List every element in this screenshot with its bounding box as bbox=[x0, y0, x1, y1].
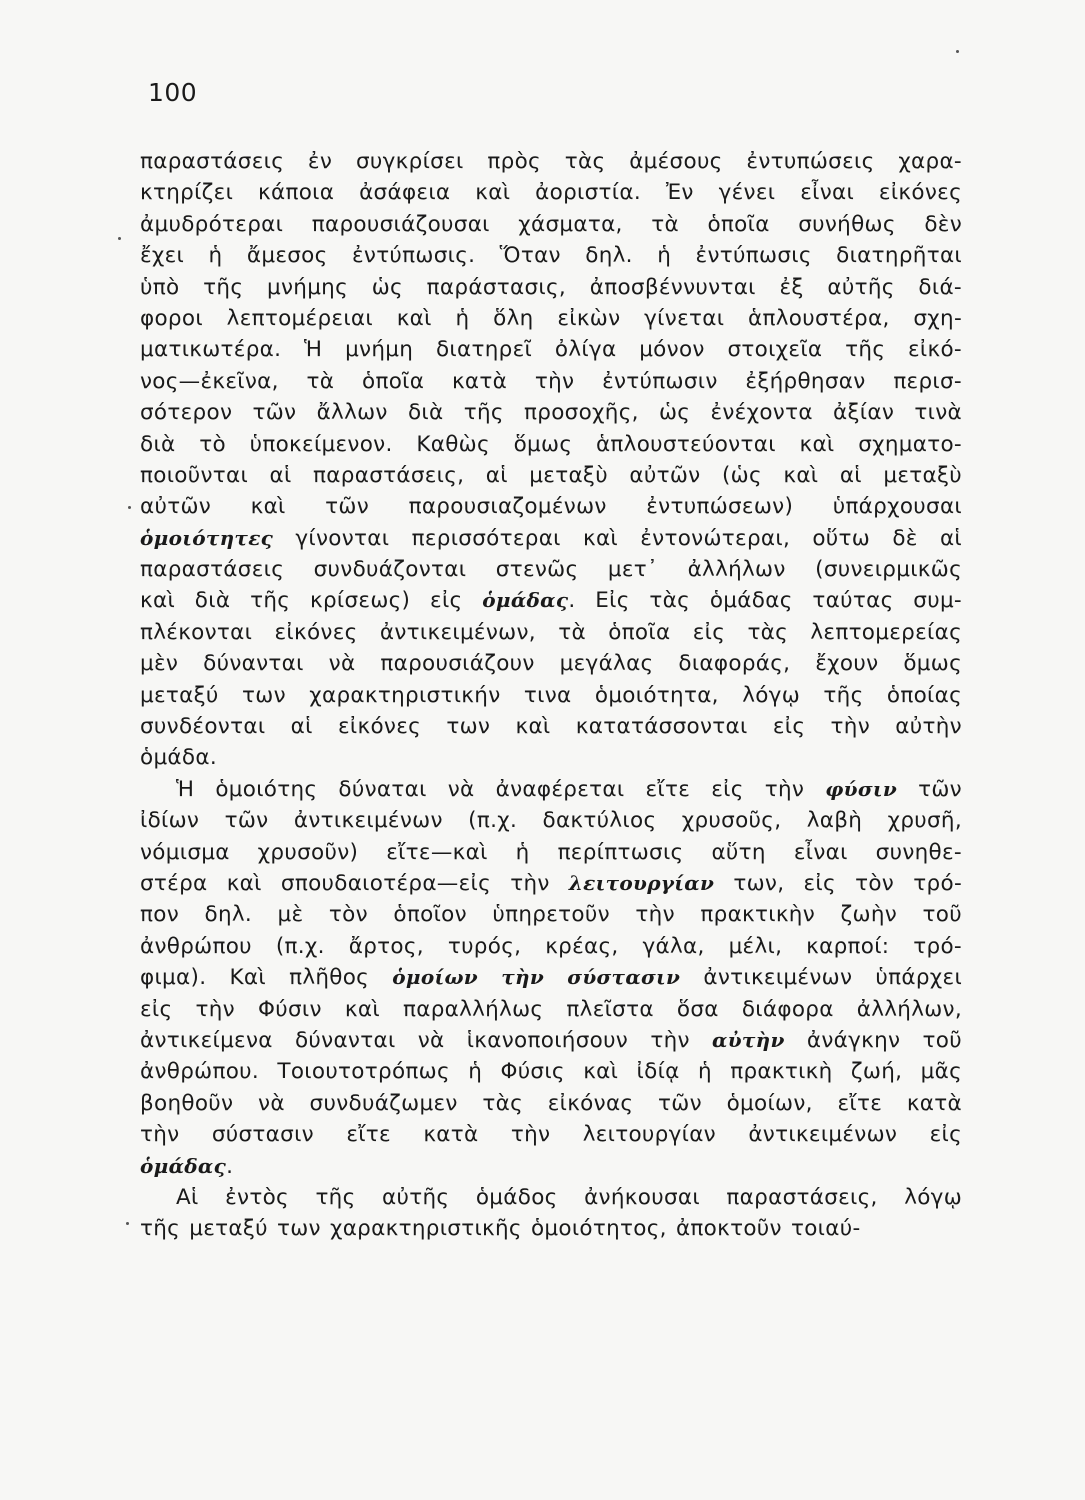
text-line bbox=[140, 837, 962, 868]
text-line bbox=[140, 868, 962, 899]
text-segment: . bbox=[226, 1153, 234, 1179]
text-segment: παραστάσεις συνδυάζονται στενῶς μετ᾽ ἀλλήλων (συνειρμικῶς bbox=[140, 557, 962, 583]
text-segment: ἀνθρώπου. Τοιουτοτρόπως ἡ Φύσις καὶ ἰδίᾳ ἡ πρακτικὴ ζωή, μᾶς bbox=[140, 1059, 962, 1085]
text-segment: ἀντικειμένων ὑπάρχει bbox=[680, 965, 963, 991]
text-line bbox=[140, 523, 962, 554]
text-line bbox=[140, 962, 962, 993]
text-segment: ἀντικείμενα δύνανται νὰ ἱκανοποιήσουν τὴν bbox=[140, 1027, 712, 1053]
text-segment: ἔχει ἡ ἄμεσος ἐντύπωσις. Ὅταν δηλ. ἡ ἐντύπωσις διατηρῆται bbox=[140, 243, 962, 269]
text-line bbox=[140, 680, 962, 711]
text-segment: φοροι λεπτομέρειαι καὶ ἡ ὅλη εἰκὼν γίνεται ἁπλουστέρα, σχη- bbox=[140, 305, 962, 331]
text-line bbox=[140, 931, 962, 962]
text-segment: τῶν bbox=[897, 776, 962, 802]
text-segment: παραστάσεις ἐν συγκρίσει πρὸς τὰς ἀμέσους ἐντυπώσεις χαρα- bbox=[140, 149, 962, 174]
text-line bbox=[140, 554, 962, 585]
text-segment: Αἱ ἐντὸς τῆς αὐτῆς ὁμάδος ἀνήκουσαι παραστάσεις, λόγῳ bbox=[176, 1184, 962, 1210]
text-line bbox=[140, 334, 962, 365]
text-segment: . Εἰς τὰς ὁμάδας ταύτας συμ- bbox=[568, 588, 962, 614]
emphasized-text: φύσιν bbox=[825, 776, 898, 801]
text-line bbox=[140, 1151, 962, 1182]
text-segment: νος—ἐκεῖνα, τὰ ὁποῖα κατὰ τὴν ἐντύπωσιν ἐξήρθησαν περισ- bbox=[140, 368, 962, 394]
text-segment: κτηρίζει κάποια ἀσάφεια καὶ ἀοριστία. Ἐν γένει εἶναι εἰκόνες bbox=[140, 180, 962, 206]
text-segment: ἀνθρώπου (π.χ. ἄρτος, τυρός, κρέας, γάλα, μέλι, καρποί: τρό- bbox=[140, 933, 962, 959]
text-line bbox=[140, 460, 962, 491]
text-line bbox=[140, 648, 962, 679]
text-line bbox=[140, 899, 962, 930]
margin-speck bbox=[126, 1222, 129, 1225]
emphasized-text: λειτουργίαν bbox=[568, 870, 715, 895]
text-segment: ποιοῦνται αἱ παραστάσεις, αἱ μεταξὺ αὐτῶν (ὡς καὶ αἱ μεταξὺ bbox=[140, 462, 962, 488]
text-segment: τὴν σύστασιν εἴτε κατὰ τὴν λειτουργίαν ἀντικειμένων εἰς bbox=[140, 1122, 962, 1148]
text-line bbox=[140, 303, 962, 334]
text-line bbox=[140, 491, 962, 522]
text-segment: Ἡ ὁμοιότης δύναται νὰ ἀναφέρεται εἴτε εἰς τὴν bbox=[176, 776, 826, 802]
text-line bbox=[140, 177, 962, 208]
text-line bbox=[140, 1182, 962, 1213]
text-segment: πλέκονται εἰκόνες ἀντικειμένων, τὰ ὁποῖα εἰς τὰς λεπτομερείας bbox=[140, 619, 962, 645]
emphasized-text: ὁμοιότητες bbox=[140, 525, 274, 550]
text-line bbox=[140, 146, 962, 177]
text-segment: εἰς τὴν Φύσιν καὶ παραλλήλως πλεῖστα ὅσα διάφορα ἀλλήλων, bbox=[140, 996, 962, 1022]
margin-speck bbox=[956, 50, 959, 53]
text-segment: πον δηλ. μὲ τὸν ὁποῖον ὑπηρετοῦν τὴν πρακτικὴν ζωὴν τοῦ bbox=[140, 902, 962, 928]
text-line bbox=[140, 742, 962, 773]
text-line bbox=[140, 366, 962, 397]
text-segment: ὑπὸ τῆς μνήμης ὡς παράστασις, ἀποσβέννυνται ἐξ αὐτῆς διά- bbox=[140, 274, 962, 300]
text-line bbox=[140, 711, 962, 742]
text-segment: γίνονται περισσότεραι καὶ ἐντονώτεραι, οὕτω δὲ αἱ bbox=[273, 525, 962, 551]
body-text bbox=[140, 146, 962, 1245]
emphasized-text: ὁμάδας bbox=[482, 588, 569, 613]
text-line bbox=[140, 994, 962, 1025]
text-segment: νόμισμα χρυσοῦν) εἴτε—καὶ ἡ περίπτωσις αὕτη εἶναι συνηθε- bbox=[140, 839, 962, 865]
text-segment: ἰδίων τῶν ἀντικειμένων (π.χ. δακτύλιος χρυσοῦς, λαβὴ χρυσῆ, bbox=[140, 808, 962, 834]
emphasized-text: ὁμάδας bbox=[140, 1153, 227, 1178]
text-line bbox=[140, 429, 962, 460]
text-line bbox=[140, 272, 962, 303]
text-segment: ἀμυδρότεραι παρουσιάζουσαι χάσματα, τὰ ὁποῖα συνήθως δὲν bbox=[140, 211, 962, 237]
text-line bbox=[140, 1213, 962, 1244]
text-segment: ματικωτέρα. Ἡ μνήμη διατηρεῖ ὀλίγα μόνον στοιχεῖα τῆς εἰκό- bbox=[140, 337, 962, 363]
page-number: 100 bbox=[148, 78, 198, 107]
text-line bbox=[140, 1088, 962, 1119]
emphasized-text: ὁμοίων τὴν σύστασιν bbox=[392, 965, 681, 990]
text-line bbox=[140, 209, 962, 240]
text-line bbox=[140, 1119, 962, 1150]
text-line bbox=[140, 240, 962, 271]
emphasized-text: αὐτὴν bbox=[712, 1027, 785, 1052]
text-segment: διὰ τὸ ὑποκείμενον. Καθὼς ὅμως ἁπλουστεύονται καὶ σχηματο- bbox=[140, 431, 962, 457]
text-line bbox=[140, 585, 962, 616]
text-segment: καὶ διὰ τῆς κρίσεως) εἰς bbox=[140, 588, 483, 614]
text-line bbox=[140, 617, 962, 648]
text-segment: συνδέονται αἱ εἰκόνες των καὶ κατατάσσονται εἰς τὴν αὐτὴν bbox=[140, 714, 962, 740]
text-segment: στέρα καὶ σπουδαιοτέρα—εἰς τὴν bbox=[140, 870, 569, 896]
text-line bbox=[140, 397, 962, 428]
text-line bbox=[140, 774, 962, 805]
text-line bbox=[140, 805, 962, 836]
text-line bbox=[140, 1056, 962, 1087]
text-segment: σότερον τῶν ἄλλων διὰ τῆς προσοχῆς, ὡς ἐνέχοντα ἀξίαν τινὰ bbox=[140, 400, 962, 426]
text-segment: ἀνάγκην τοῦ bbox=[784, 1027, 962, 1053]
text-segment: αὐτῶν καὶ τῶν παρουσιαζομένων ἐντυπώσεων) ὑπάρχουσαι bbox=[140, 494, 962, 520]
text-segment: μεταξύ των χαρακτηριστικήν τινα ὁμοιότητα, λόγῳ τῆς ὁποίας bbox=[140, 682, 962, 708]
margin-speck bbox=[128, 506, 131, 509]
text-segment: των, εἰς τὸν τρό- bbox=[714, 870, 962, 896]
text-segment: ὁμάδα. bbox=[140, 745, 217, 771]
text-segment: τῆς μεταξύ των χαρακτηριστικῆς ὁμοιότητος, ἀποκτοῦν τοιαύ- bbox=[140, 1216, 861, 1242]
text-segment: φιμα). Καὶ πλῆθος bbox=[140, 965, 393, 991]
text-segment: βοηθοῦν νὰ συνδυάζωμεν τὰς εἰκόνας τῶν ὁμοίων, εἴτε κατὰ bbox=[140, 1090, 962, 1116]
margin-speck bbox=[118, 237, 121, 240]
text-line bbox=[140, 1025, 962, 1056]
text-segment: μὲν δύνανται νὰ παρουσιάζουν μεγάλας διαφοράς, ἔχουν ὅμως bbox=[140, 651, 962, 677]
